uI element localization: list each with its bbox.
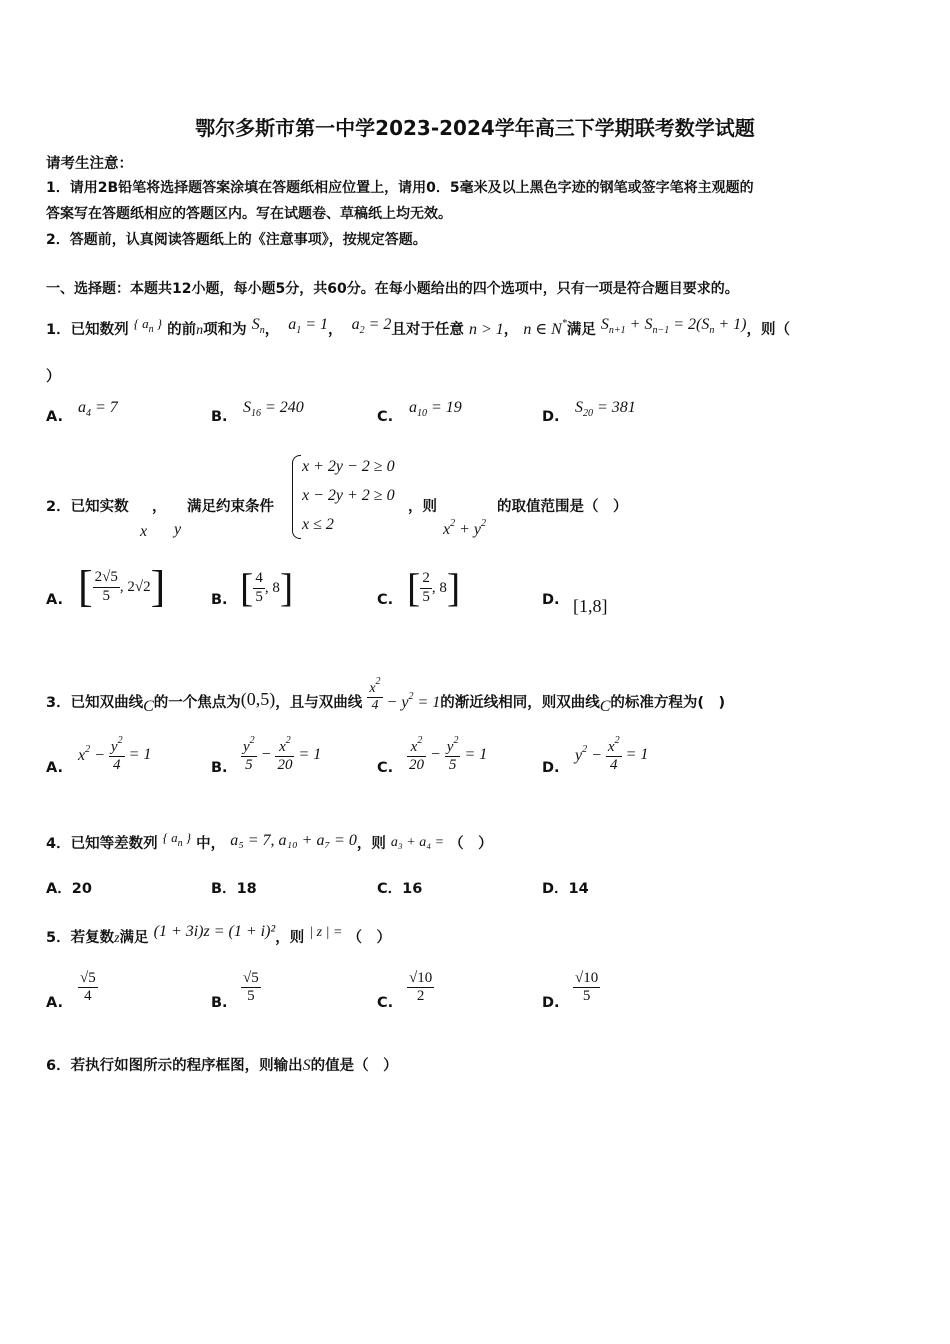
q5-text-3: ，则 (275, 930, 305, 946)
q3-text-2: 的一个焦点为 (153, 695, 241, 712)
q3-text-4: 的渐近线相同，则双曲线 (440, 695, 600, 712)
q4-condition: a₅ = 7, a₁₀ + a₇ = 0 (230, 832, 357, 849)
q1-option-b-expr: $S_{16} = 240$ (243, 399, 304, 419)
q6-text-2: 的值是（ ） (310, 1058, 398, 1074)
q2-constraint-3: x ≤ 2 (302, 516, 334, 533)
question-5-stem (46, 923, 391, 947)
q4-ask: a₃ + a₄ = (390, 835, 445, 850)
q1-n-in-N: n ∈ N* (523, 318, 567, 338)
q5-text-2: 满足 (119, 930, 149, 946)
q1-sn: $S_n$ (251, 316, 265, 336)
q5-option-a-expr: $\frac{√5}{4}$ (80, 970, 96, 1005)
q5-text-4: （ ） (347, 930, 391, 946)
q5-equation: (1 + 3i)z = (1 + i)² (153, 923, 276, 940)
q1-text-3: 项和为 (203, 322, 247, 338)
q1-text-1: 1．已知数列 (46, 322, 129, 338)
q5-text-1: 5．若复数 (46, 930, 115, 946)
q1-option-d-label[interactable]: D. (542, 409, 560, 425)
notice-heading: 请考生注意： (46, 156, 133, 172)
q4-sequence: { $a_n$ } (162, 830, 192, 849)
notice-line-1: 1．请用2B铅笔将选择题答案涂填在答题纸相应位置上，请用0．5毫米及以上黑色字迹的钢笔或签字笔将主观题的 (46, 180, 754, 196)
q5-option-c-label[interactable]: C. (377, 995, 394, 1011)
q1-text-4: 且对于任意 (391, 322, 464, 338)
q6-S: S (302, 1057, 311, 1074)
q3-option-a-expr: $x^2$ − $\frac{y^2}{4}$ = 1 (78, 735, 152, 774)
q1-a2: $a_2 = 2$ (347, 316, 392, 336)
q2-option-b-expr: [ $\frac{4}{5}$ , 8] (240, 565, 294, 610)
q1-recurrence: $S_{n+1} + S_{n-1} = 2(S_n + 1)$ (600, 316, 747, 336)
q5-option-b-label[interactable]: B. (211, 995, 228, 1011)
notice-line-2: 答案写在答题纸相应的答题区内。写在试题卷、草稿纸上均无效。 (46, 206, 452, 222)
q5-ask: | z | = (309, 925, 343, 940)
q4-option-d[interactable]: D．14 (542, 881, 589, 897)
q2-option-a-label[interactable]: A. (46, 592, 63, 608)
section-heading: 一、选择题：本题共12小题，每小题5分，共60分。在每小题给出的四个选项中，只有一项是符合题目要求的。 (46, 281, 739, 297)
q3-C-2: C (599, 698, 611, 716)
question-6-stem (46, 1054, 398, 1075)
q1-option-a-label[interactable]: A. (46, 409, 63, 425)
q1-option-a-expr: $a_4 = 7$ (78, 399, 118, 419)
q1-comma-3: ， (503, 322, 519, 338)
q2-option-b-label[interactable]: B. (211, 592, 228, 608)
q6-text-1: 6．若执行如图所示的程序框图，则输出 (46, 1058, 303, 1074)
q1-option-c-expr: $a_{10} = 19$ (409, 399, 462, 419)
q3-option-c-label[interactable]: C. (377, 760, 394, 776)
q1-text-5: 满足 (566, 322, 596, 338)
question-1-stem (46, 316, 790, 339)
q3-text-1: 3．已知双曲线 (46, 695, 144, 712)
q1-option-c-label[interactable]: C. (377, 409, 394, 425)
q4-text-4: （ ） (449, 836, 493, 852)
q1-text-6: ，则（ (746, 322, 790, 338)
q4-option-c[interactable]: C．16 (377, 881, 423, 897)
q2-option-c-expr: [ $\frac{2}{5}$ , 8] (407, 565, 461, 610)
q3-option-b-expr: $\frac{y^2}{5}$ − $\frac{x^2}{20}$ = 1 (243, 735, 322, 774)
q2-option-a-expr: [ $\frac{2√5}{5}$ , 2√2] (78, 562, 166, 611)
page-title: 鄂尔多斯市第一中学2023-2024学年高三下学期联考数学试题 (195, 116, 755, 140)
q5-option-b-expr: $\frac{√5}{5}$ (243, 970, 259, 1005)
q3-option-d-expr: $y^2$ − $\frac{x^2}{4}$ = 1 (575, 735, 649, 774)
question-4-stem (46, 830, 493, 853)
q1-sequence: { $a_n$ } (133, 316, 163, 335)
question-3-stem (46, 676, 725, 716)
q3-ref-fraction: $\frac{x^2}{4}$ (369, 676, 381, 714)
q2-target-expr: $x^2 + y^2$ (443, 518, 487, 538)
q1-option-d-expr: $S_{20} = 381$ (575, 399, 636, 419)
q1-comma-1: ， (264, 322, 280, 338)
q1-comma-2: ， (328, 322, 343, 338)
q1-n: n (196, 323, 204, 338)
notice-line-3: 2．答题前，认真阅读答题纸上的《注意事项》，按规定答题。 (46, 232, 427, 248)
q5-option-d-expr: $\frac{√10}{5}$ (575, 970, 599, 1005)
q1-option-b-label[interactable]: B. (211, 409, 228, 425)
q4-option-b[interactable]: B．18 (211, 881, 257, 897)
q1-close-paren: ） (46, 369, 61, 385)
q2-text-1: 2．已知实数 (46, 499, 129, 515)
q3-option-d-label[interactable]: D. (542, 760, 560, 776)
q1-n-gt-1: n > 1 (468, 321, 504, 338)
q1-text-2: 的前 (167, 322, 197, 338)
q5-option-c-expr: $\frac{√10}{2}$ (409, 970, 433, 1005)
q2-system-brace (292, 455, 301, 539)
q5-option-a-label[interactable]: A. (46, 995, 63, 1011)
q4-option-a[interactable]: A．20 (46, 881, 92, 897)
q2-var-x: x (140, 523, 148, 540)
q2-option-d-expr: [1,8] (573, 596, 608, 616)
q4-text-3: ，则 (356, 836, 386, 852)
q2-text-4: ，则 (408, 499, 437, 515)
q4-text-2: 中， (196, 836, 226, 852)
q2-option-c-label[interactable]: C. (377, 592, 394, 608)
q3-ref-rest: − $y^2 = 1$ (382, 691, 441, 712)
q2-text-5: 的取值范围是（ ） (497, 499, 628, 515)
q2-option-d-label[interactable]: D. (542, 592, 560, 608)
q2-constraint-1: x + 2y − 2 ≥ 0 (302, 458, 395, 475)
q3-focus: (0,5) (240, 689, 276, 710)
q2-text-3: 满足约束条件 (187, 499, 274, 515)
q3-text-5: 的标准方程为( ) (610, 695, 726, 712)
q2-var-y: y (174, 521, 182, 538)
q3-option-c-expr: $\frac{x^2}{20}$ − $\frac{y^2}{5}$ = 1 (409, 735, 488, 774)
q2-text-2: ， (152, 499, 167, 515)
q4-text-1: 4．已知等差数列 (46, 836, 158, 852)
q3-text-3: ，且与双曲线 (275, 695, 363, 712)
q3-C-1: C (143, 698, 154, 716)
q2-option-c-numerator: 2 (420, 570, 432, 588)
q3-option-b-label[interactable]: B. (211, 760, 228, 776)
q1-a1: $a_1 = 1$ (284, 316, 329, 336)
q3-option-a-label[interactable]: A. (46, 760, 63, 776)
q5-option-d-label[interactable]: D. (542, 995, 560, 1011)
q5-z: z (114, 931, 120, 946)
q2-constraint-2: x − 2y + 2 ≥ 0 (302, 487, 395, 504)
